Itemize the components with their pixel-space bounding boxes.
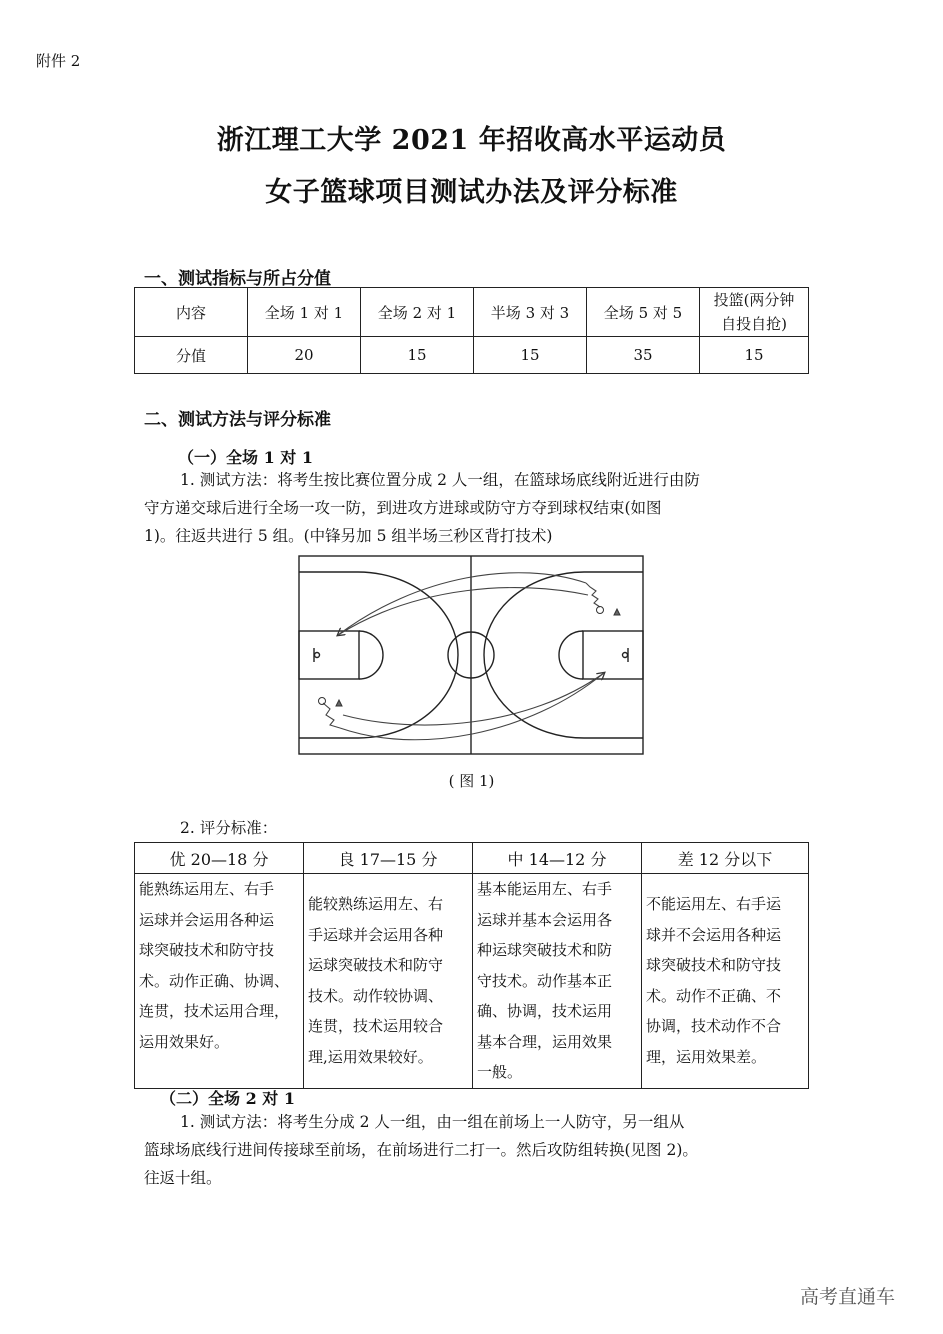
grade-desc-excellent <box>135 874 304 1089</box>
offense-path-lower <box>340 673 604 740</box>
criteria-label: 2. 评分标准： <box>180 819 278 837</box>
part1-heading: （一）全场 1 对 1 <box>178 448 313 467</box>
desc-line: 理,运用效果较好。 <box>308 1047 433 1066</box>
page-title-line1: 浙江理工大学 2021 年招收高水平运动员 <box>216 125 727 156</box>
table-cell: 15 <box>700 337 809 374</box>
table-cell: 分值 <box>135 337 248 374</box>
table-cell-line: 自投自抢) <box>721 315 787 333</box>
right-hoop <box>623 653 628 658</box>
desc-line: 能熟练运用左、右手 <box>139 880 275 898</box>
desc-line: 手运球并会运用各种 <box>308 925 444 944</box>
table-cell-line: 投篮(两分钟 <box>713 291 795 309</box>
desc-line: 连贯，技术运用合理， <box>139 1002 290 1020</box>
desc-line: 球并不会运用各种运 <box>646 925 782 944</box>
spacer <box>646 874 804 889</box>
grade-head-good: 良 17—15 分 <box>304 843 473 874</box>
right-three-point-line <box>484 572 643 738</box>
section2-heading: 二、测试方法与评分标准 <box>144 410 331 430</box>
table-cell: 半场 3 对 3 <box>474 288 587 337</box>
left-free-throw-arc <box>359 631 383 679</box>
desc-line: 球突破技术和防守技 <box>646 956 782 974</box>
defender-triangle-right <box>614 609 620 615</box>
right-key <box>583 631 643 679</box>
desc-line: 能较熟练运用左、右 <box>308 895 444 913</box>
grade-table <box>134 842 809 1089</box>
paragraph-line: 往返十组。 <box>144 1169 222 1187</box>
score-table-value-row <box>135 337 809 374</box>
part2-heading: （二）全场 2 对 1 <box>160 1089 295 1108</box>
desc-line: 确、协调，技术运用 <box>477 1002 613 1020</box>
desc-line: 术。动作正确、协调、 <box>139 971 290 990</box>
grade-head-excellent: 优 20—18 分 <box>135 843 304 874</box>
left-three-point-line <box>299 572 458 738</box>
part2-method <box>144 1108 806 1192</box>
left-key <box>299 631 359 679</box>
table-cell: 全场 2 对 1 <box>361 288 474 337</box>
paragraph-line: 1. 测试方法：将考生分成 2 人一组，由一组在前场上一人防守，另一组从 <box>180 1113 685 1131</box>
grade-desc-poor <box>642 874 809 1089</box>
right-free-throw-arc <box>559 631 583 679</box>
grade-head-poor: 差 12 分以下 <box>642 843 809 874</box>
court-svg <box>298 555 644 755</box>
table-cell: 35 <box>587 337 700 374</box>
spacer <box>308 874 468 889</box>
grade-table-desc-row <box>135 874 809 1089</box>
part1-method <box>144 466 806 550</box>
desc-line: 理，运用效果差。 <box>646 1047 767 1066</box>
paragraph-line: 守方递交球后进行全场一攻一防，到进攻方进球或防守方夺到球权结束(如图 <box>144 499 662 517</box>
grade-desc-average <box>473 874 642 1089</box>
grade-desc-good <box>304 874 473 1089</box>
court-diagram <box>298 555 644 755</box>
paragraph-line: 篮球场底线行进间传接球至前场，在前场进行二打一。然后攻防组转换(见图 2)。 <box>144 1141 698 1159</box>
score-table <box>134 287 809 374</box>
grade-head-average: 中 14—12 分 <box>473 843 642 874</box>
page-title-line2: 女子篮球项目测试办法及评分标准 <box>265 177 678 208</box>
table-cell: 20 <box>248 337 361 374</box>
desc-line: 基本能运用左、右手 <box>477 880 613 898</box>
defender-triangle-left <box>336 700 342 706</box>
table-cell: 全场 1 对 1 <box>248 288 361 337</box>
desc-line: 协调，技术动作不合 <box>646 1017 782 1035</box>
dribble-path-left <box>323 703 340 728</box>
player-circle-right <box>597 607 604 614</box>
grade-table-header-row <box>135 843 809 874</box>
desc-line: 一般。 <box>477 1063 523 1081</box>
table-cell: 15 <box>474 337 587 374</box>
desc-line: 运球突破技术和防守 <box>308 956 444 974</box>
desc-line: 术。动作不正确、不 <box>646 986 782 1005</box>
figure-caption: ( 图 1) <box>448 772 495 790</box>
desc-line: 基本合理，运用效果 <box>477 1032 613 1051</box>
table-cell: 内容 <box>135 288 248 337</box>
desc-line: 运用效果好。 <box>139 1032 230 1051</box>
desc-line: 运球并基本会运用各 <box>477 910 613 929</box>
desc-line: 球突破技术和防守技 <box>139 941 275 959</box>
score-table-header-row <box>135 288 809 337</box>
paragraph-line: 1)。往返共进行 5 组。(中锋另加 5 组半场三秒区背打技术) <box>144 527 553 545</box>
desc-line: 技术。动作较协调、 <box>308 986 444 1005</box>
left-hoop <box>315 653 320 658</box>
table-cell: 全场 5 对 5 <box>587 288 700 337</box>
attachment-label: 附件 2 <box>36 52 81 70</box>
table-cell <box>700 288 809 337</box>
watermark: 高考直通车 <box>800 1286 896 1308</box>
table-cell: 15 <box>361 337 474 374</box>
section1-heading: 一、测试指标与所占分值 <box>144 269 331 289</box>
player-circle-left <box>319 698 326 705</box>
desc-line: 连贯，技术运用较合 <box>308 1017 444 1035</box>
dribble-path-right <box>586 583 600 607</box>
offense-path-upper <box>338 573 586 635</box>
defense-path-lower <box>343 673 604 725</box>
desc-line: 运球并会运用各种运 <box>139 910 275 929</box>
desc-line: 守技术。动作基本正 <box>477 971 613 990</box>
desc-line: 不能运用左、右手运 <box>646 895 782 913</box>
paragraph-line: 1. 测试方法：将考生按比赛位置分成 2 人一组，在篮球场底线附近进行由防 <box>180 471 700 489</box>
desc-line: 种运球突破技术和防 <box>477 941 613 959</box>
